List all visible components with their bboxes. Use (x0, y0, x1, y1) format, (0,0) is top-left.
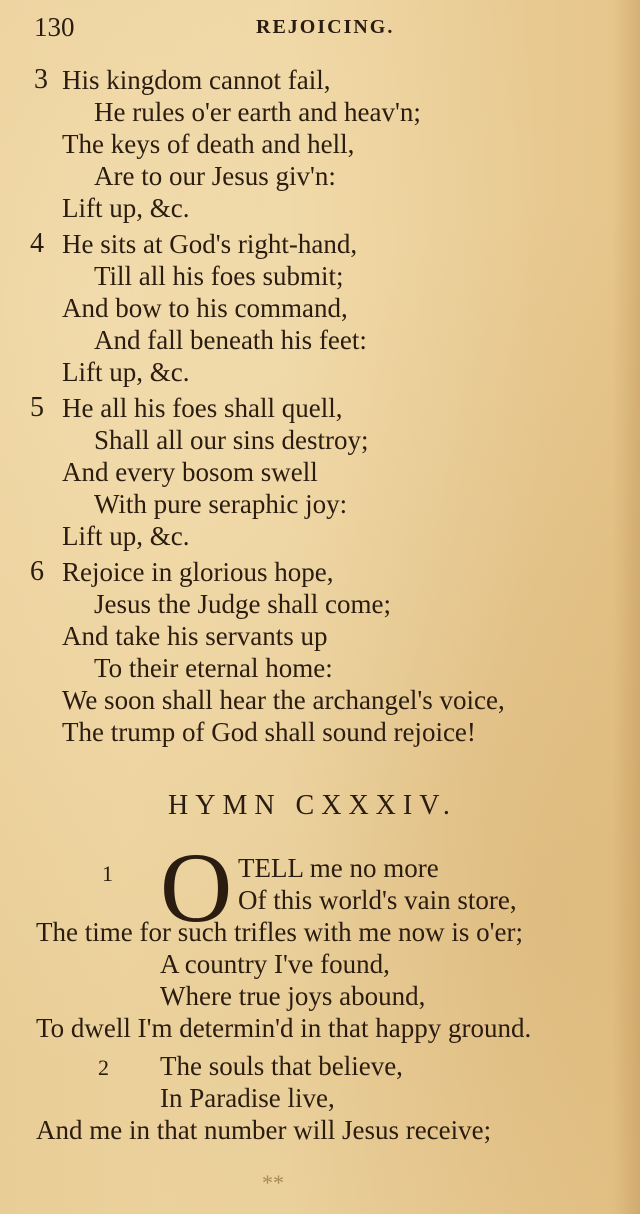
hymn-title: HYMN CXXXIV. (168, 790, 457, 821)
verse-line: Lift up, &c. (62, 357, 190, 387)
page-edge-shadow (612, 0, 640, 1214)
verse-number: 1 (102, 861, 113, 886)
verse-line: To dwell I'm determin'd in that happy ground. (36, 1013, 532, 1043)
verse-line: With pure seraphic joy: (94, 489, 348, 519)
page-number: 130 (34, 12, 75, 42)
verse-line: He sits at God's right-hand, (62, 229, 358, 259)
verse-line: Where true joys abound, (160, 981, 426, 1011)
verse-line: And bow to his command, (62, 293, 348, 323)
stanza-number: 5 (30, 392, 44, 423)
verse-line: Are to our Jesus giv'n: (94, 161, 336, 191)
verse-line: Lift up, &c. (62, 193, 190, 223)
stanza-number: 4 (30, 228, 44, 259)
drop-cap-letter: O (160, 832, 233, 943)
running-head: REJOICING. (256, 16, 395, 38)
verse-line: He rules o'er earth and heav'n; (94, 97, 421, 127)
verse-line: Of this world's vain store, (238, 885, 517, 915)
verse-line: Shall all our sins destroy; (94, 425, 369, 455)
verse-line: The souls that believe, (160, 1051, 403, 1081)
printer-mark: ** (262, 1170, 284, 1195)
verse-line: His kingdom cannot fail, (62, 65, 331, 95)
verse-line: He all his foes shall quell, (62, 393, 343, 423)
verse-line: Till all his foes submit; (94, 261, 344, 291)
verse-line: Jesus the Judge shall come; (94, 589, 391, 619)
verse-line: We soon shall hear the archangel's voice, (62, 685, 505, 715)
verse-line: The trump of God shall sound rejoice! (62, 717, 476, 747)
verse-line: And every bosom swell (62, 457, 318, 487)
verse-line: And me in that number will Jesus receive; (36, 1115, 492, 1145)
verse-line: TELL me no more (238, 853, 439, 883)
verse-line: The keys of death and hell, (62, 129, 355, 159)
verse-line: The time for such trifles with me now is o'er; (36, 917, 524, 947)
stanza-number: 3 (34, 64, 48, 95)
verse-number: 2 (98, 1055, 109, 1080)
verse-line: And take his servants up (62, 621, 328, 651)
verse-line: A country I've found, (160, 949, 390, 979)
verse-line: Lift up, &c. (62, 521, 190, 551)
page-header (0, 8, 640, 48)
verse-line: Rejoice in glorious hope, (62, 557, 334, 587)
verse-line: And fall beneath his feet: (94, 325, 367, 355)
stanza-number: 6 (30, 556, 44, 587)
verse-line: In Paradise live, (160, 1083, 335, 1113)
verse-line: To their eternal home: (94, 653, 333, 683)
